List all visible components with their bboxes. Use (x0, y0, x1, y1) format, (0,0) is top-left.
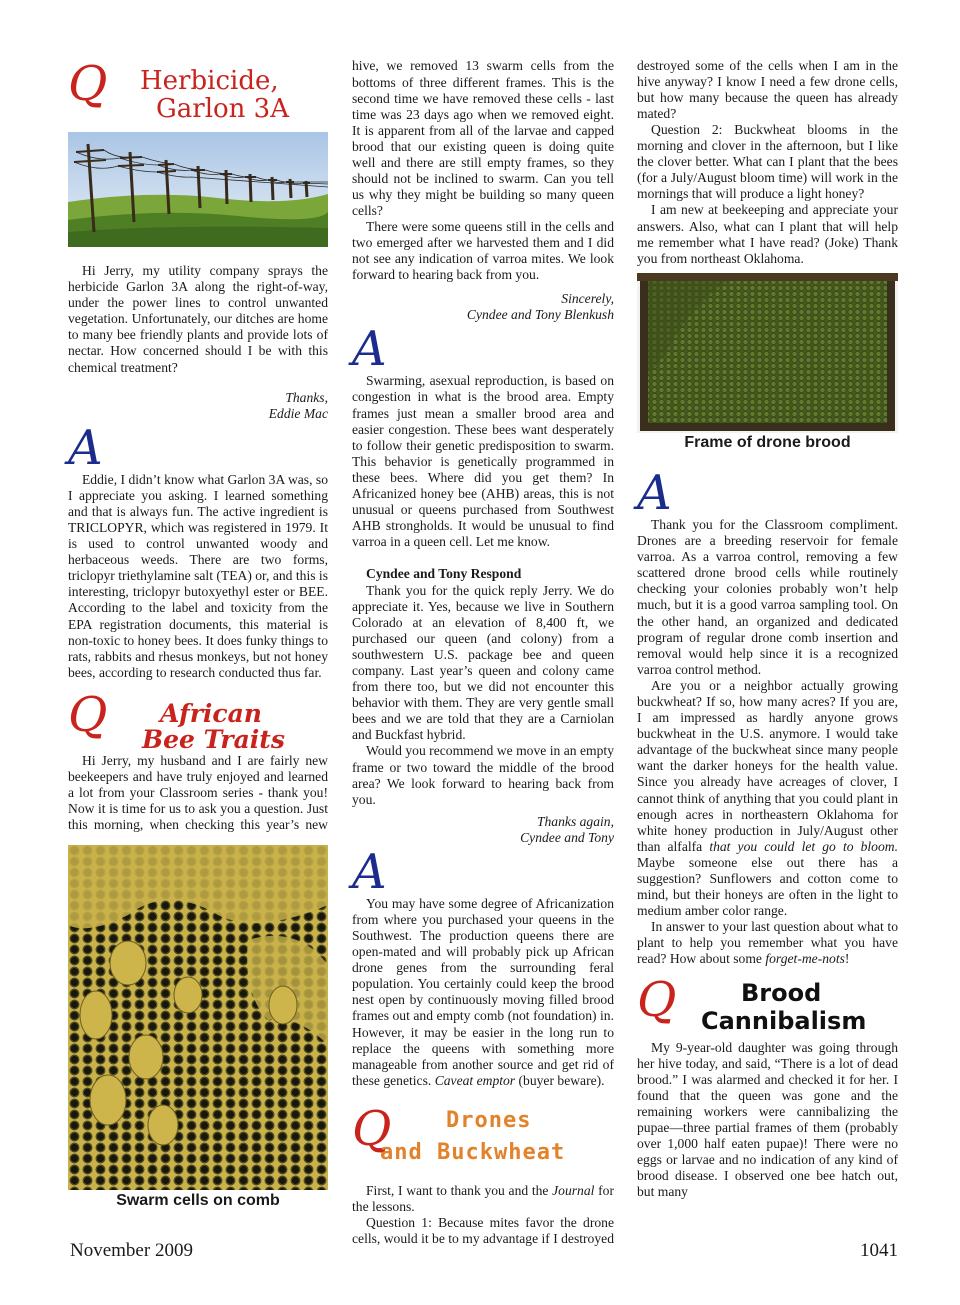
a4-body-2: Are you or a neighbor actually growing buckwheat? If so, how many acres? If you are, I am impressed as hardly anyone grows buckwheat in the U.S. anymore. I would take advantage of the buckwheat since many people want the darker honeys for the health value. Since you already have acreages of clover, I cannot think of anything that you could plant in enough acres in northeastern Oklahoma for white honey production in July/August other than alfalfa that you could let go to bloom. Maybe someone else out there has a suggestion? Sunflowers and cotton come to mind, but their honeys are often in the light to medium amber color range. (637, 677, 898, 919)
q2-title-line2: Bee Traits (142, 724, 285, 754)
swarm-cells-photo (68, 845, 328, 1190)
q3-body-4: I am new at beekeeping and appreciate your answers. Also, what can I plant that will help me remember what I have read? (Joke) Thank you from northeast Oklahoma. (637, 202, 898, 266)
q2-title-line1: African (160, 698, 262, 728)
q-letter: Q (68, 686, 108, 743)
question-heading-brood-cannibalism (637, 971, 898, 1040)
drone-brood-caption: Frame of drone brood (684, 433, 851, 451)
page-number: 1041 (860, 1240, 898, 1261)
question-heading-african-bees (68, 686, 328, 754)
respond-body-1: Thank you for the quick reply Jerry. We do appreciate it. Yes, because we live in Southern Colorado at an elevation of 8,400 ft, we purchased our queen (and colony) from a southwestern U.S. package bee and queen company. Last year’s queen and colony came from there too, but we did not encounter this behavior with them. They are very gentle small bees and we are told that they are a Carniolan and Buckfast hybrid. (352, 582, 614, 743)
question-heading-herbicide (68, 58, 328, 128)
a4-body-1: Thank you for the Classroom compliment. Drones are a breeding reservoir for female varroa. As a varroa control, removing a few scattered drone brood cells while routinely checking your colonies probably won’t help much, but it is a good varroa sampling tool. On the other hand, an organized and dedicated program of regular drone comb insertion and removal would help since it is a recognized varroa control method. (637, 516, 898, 677)
a4-body-3: In answer to your last question about what to plant to help you remember what you have read? How about some forget-me-nots! (637, 919, 898, 967)
q-letter: Q (637, 971, 677, 1028)
respond-body-2: Would you recommend we move in an empty frame or two toward the middle of the brood area? We look forward to hearing back from you. (352, 743, 614, 807)
a-letter: A (68, 419, 103, 476)
a3-body: You may have some degree of Africanization from where you purchased your queens in the Southwest. The production queens there are open-mated and will probably pick up African drone genes from the surrounding feral population. You certainly could keep the brood nest open by continuously moving filled brood frames out and empty comb (not foundation) in. However, it may be easier in the long run to replace the queens with something more manageable from another source and get rid of these genetics. Caveat emptor (buyer beware). (352, 895, 614, 1088)
q3-body-2-start: Question 1: Because mites favor the drone cells, would it be to my advantage if I destroyed (352, 1215, 614, 1247)
q3-body-1: First, I want to thank you and the Journal for the lessons. (352, 1182, 614, 1215)
power-lines-field-illustration (68, 132, 328, 247)
q3-body-2-continued-text: destroyed some of the cells when I am in the hive anyway? I know I need a few drone cells, but how many because the queen has already mated? (637, 58, 898, 122)
q1-body: Hi Jerry, my utility company sprays the herbicide Garlon 3A along the right-of-way, under the power lines to control unwanted vegetation. Unfortunately, our ditches are home to many bee friendly plants and provide lots of nectar. How concerned should I be with this chemical treatment? (68, 263, 328, 375)
q2-body-part1: Hi Jerry, my husband and I are fairly new beekeepers and have truly enjoyed and learned a lot from your Classroom series - thank you! Now it is time for us to ask you a question. Just this morning, when checking this year’s new (68, 752, 328, 833)
q1-title-line1: Herbicide, (140, 66, 279, 96)
question-heading-drones (352, 1100, 614, 1175)
q1-title-line2: Garlon 3A (156, 94, 289, 124)
column-3 (637, 58, 898, 1201)
q3-body-2-continued (637, 58, 898, 122)
a-letter: A (352, 843, 387, 900)
column-2 (352, 58, 614, 1247)
q2-body-part2: There were some queens still in the cells and two emerged after we harvested them and I did not see any indication of varroa mites. We look forward to hearing back from you. (352, 219, 614, 283)
q2-body-continued (352, 58, 614, 219)
q-letter: Q (352, 1100, 392, 1157)
q4-body: My 9-year-old daughter was going through her hive today, and said, “There is a lot of dead brood.” I was alarmed and checked it for her. I found that the queen was gone and the remaining workers were cannibalizing the pupae—three partial frames of them (probably over 1,000 half eaten pupae)! There were no eggs or larvae and no indication of any kind of brood disease. I observed one bee hatch out, but many (637, 1039, 898, 1200)
q3-title-line1: Drones (446, 1107, 532, 1133)
column-1 (68, 58, 328, 1209)
q2-body-continued-text: hive, we removed 13 swarm cells from the bottoms of three different frames. This is the second time we have removed these cells - last time was 23 days ago when we removed eight. It is apparent from all of the larvae and capped brood that our existing queen is doing quite well and there are still empty frames, so they should not be inclined to swarm. Can you tell us why they might be building so many queen cells? (352, 58, 614, 219)
a-letter: A (352, 321, 387, 378)
a-letter: A (637, 464, 672, 521)
q-letter: Q (68, 56, 108, 112)
q4-title-line1: Brood (741, 978, 822, 1007)
q2-signature: Sincerely, Cyndee and Tony Blenkush (466, 291, 614, 323)
respond-signature: Thanks again, Cyndee and Tony (520, 813, 614, 845)
q1-signature: Thanks, Eddie Mac (268, 389, 328, 421)
footer-date: November 2009 (70, 1240, 193, 1261)
drone-brood-frame-photo (637, 273, 898, 433)
q4-title-line2: Cannibalism (701, 1006, 867, 1035)
a2-body: Swarming, asexual reproduction, is based on congestion in what is the brood area. Empty frames just mean a smaller brood area and easier congestion. These bees want desperately to follow their genetic predisposition to swarm. This behavior is genetically programmed in these bees. Where did you get them? In Africanized honey bee (AHB) areas, this is not unusual or queens purchased from Southwest AHB strongholds. It would be unusual to find varroa in a queen cell. Let me know. (352, 373, 614, 550)
swarm-cells-caption: Swarm cells on comb (116, 1191, 280, 1209)
q3-title-line2: and Buckwheat (380, 1139, 566, 1165)
a1-body: Eddie, I didn’t know what Garlon 3A was, so I appreciate you asking. I learned something and that is always fun. The active ingredient is TRICLOPYR, which was registered in 1979. It is used to control unwanted woody and herbaceous weeds. There are two forms, triclopyr triethylamine salt (TEA) or, and this is interesting, triclopyr butoxyethyl ester or BEE. According to the label and toxicity from the EPA registration documents, this material is non-toxic to honey bees. It does funky things to rats, rabbits and rhesus monkeys, but not honey bees, according to research conducted thus far. (68, 471, 328, 680)
respond-heading: Cyndee and Tony Respond (366, 566, 522, 582)
q3-body-3: Question 2: Buckwheat blooms in the morning and clover in the afternoon, but I like the clover better. What can I plant that the bees (for a July/August bloom time) will work in the mornings that will produce a light honey? (637, 122, 898, 202)
